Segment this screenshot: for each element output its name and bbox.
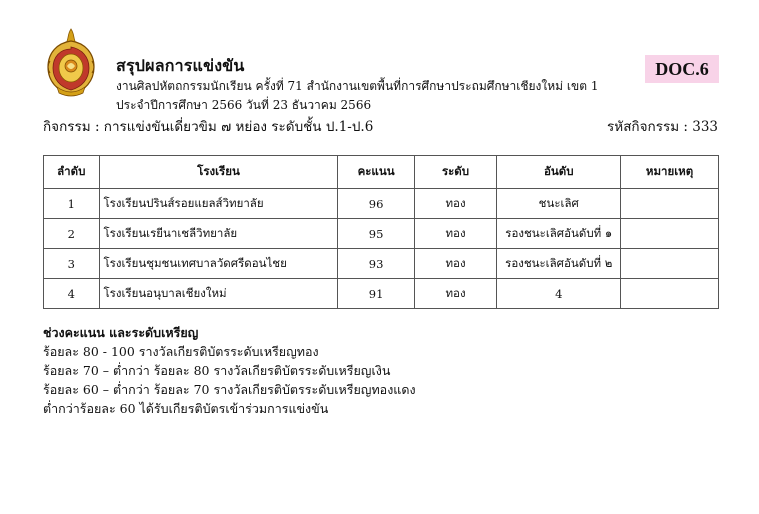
score-criteria — [43, 323, 416, 418]
report-title: สรุปผลการแข่งขัน — [116, 56, 245, 75]
doc-badge: DOC.6 — [645, 55, 719, 83]
cell-rank: 2 — [44, 219, 100, 249]
cell-school: โรงเรียนชุมชนเทศบาลวัดศรีดอนไชย — [99, 249, 338, 279]
criteria-line-silver: ร้อยละ 70 – ต่ำกว่า ร้อยละ 80 รางวัลเกียรติบัตรระดับเหรียญเงิน — [43, 363, 391, 378]
cell-note — [621, 189, 719, 219]
table-row — [44, 219, 719, 249]
cell-school: โรงเรียนเรยีนาเชลีวิทยาลัย — [99, 219, 338, 249]
cell-place: 4 — [497, 279, 621, 309]
cell-score: 96 — [338, 189, 414, 219]
cell-level: ทอง — [414, 189, 497, 219]
event-date-line: ประจำปีการศึกษา 2566 วันที่ 23 ธันวาคม 2566 — [116, 98, 372, 112]
activity-name: กิจกรรม : การแข่งขันเดี่ยวขิม ๗ หย่อง ระดับชั้น ป.1-ป.6 — [43, 119, 374, 135]
cell-place: รองชนะเลิศอันดับที่ ๑ — [497, 219, 621, 249]
school-crest-logo — [45, 27, 97, 97]
header-school: โรงเรียน — [99, 156, 338, 189]
header-place: อันดับ — [497, 156, 621, 189]
cell-note — [621, 219, 719, 249]
criteria-line-participation: ต่ำกว่าร้อยละ 60 ได้รับเกียรติบัตรเข้าร่วมการแข่งขัน — [43, 401, 329, 416]
criteria-line-gold: ร้อยละ 80 - 100 รางวัลเกียรติบัตรระดับเหรียญทอง — [43, 344, 319, 359]
results-table — [43, 155, 719, 309]
header-note: หมายเหตุ — [621, 156, 719, 189]
header-rank: ลำดับ — [44, 156, 100, 189]
criteria-line-bronze: ร้อยละ 60 – ต่ำกว่า ร้อยละ 70 รางวัลเกียรติบัตรระดับเหรียญทองแดง — [43, 382, 416, 397]
table-row — [44, 279, 719, 309]
cell-level: ทอง — [414, 249, 497, 279]
table-header-row — [44, 156, 719, 189]
cell-rank: 4 — [44, 279, 100, 309]
header-level: ระดับ — [414, 156, 497, 189]
cell-score: 93 — [338, 249, 414, 279]
header-score: คะแนน — [338, 156, 414, 189]
cell-score: 91 — [338, 279, 414, 309]
cell-place: ชนะเลิศ — [497, 189, 621, 219]
event-subtitle: งานศิลปหัตถกรรมนักเรียน ครั้งที่ 71 สำนักงานเขตพื้นที่การศึกษาประถมศึกษาเชียงใหม่ เขต 1 — [116, 79, 599, 93]
activity-code: รหัสกิจกรรม : 333 — [607, 119, 718, 135]
cell-note — [621, 249, 719, 279]
cell-rank: 3 — [44, 249, 100, 279]
cell-level: ทอง — [414, 219, 497, 249]
table-row — [44, 189, 719, 219]
cell-place: รองชนะเลิศอันดับที่ ๒ — [497, 249, 621, 279]
cell-level: ทอง — [414, 279, 497, 309]
cell-school: โรงเรียนปรินส์รอยแยลส์วิทยาลัย — [99, 189, 338, 219]
cell-school: โรงเรียนอนุบาลเชียงใหม่ — [99, 279, 338, 309]
cell-score: 95 — [338, 219, 414, 249]
cell-rank: 1 — [44, 189, 100, 219]
criteria-heading: ช่วงคะแนน และระดับเหรียญ — [43, 325, 199, 340]
cell-note — [621, 279, 719, 309]
table-row — [44, 249, 719, 279]
